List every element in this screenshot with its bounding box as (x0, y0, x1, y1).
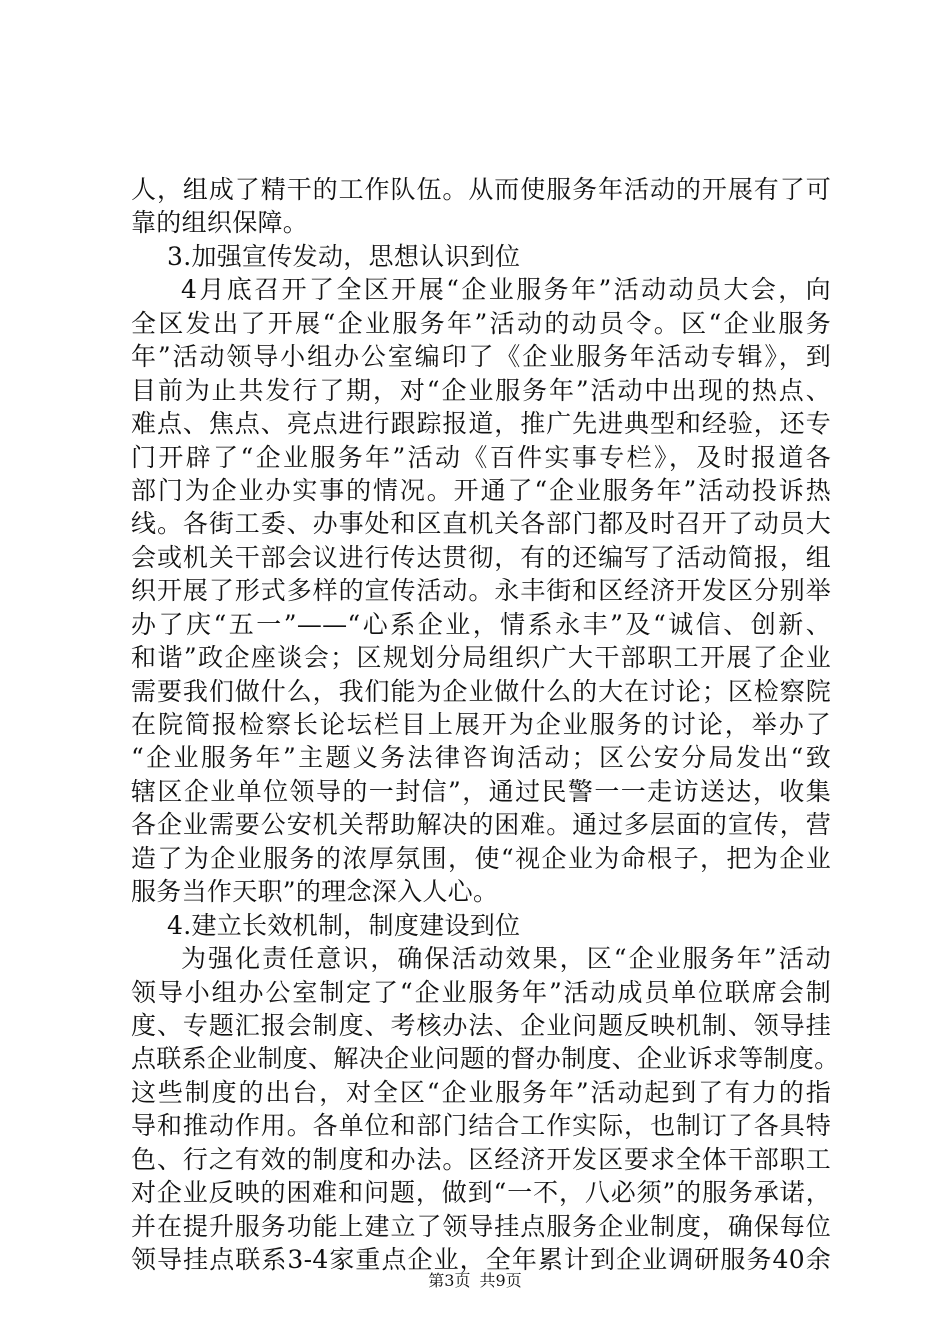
body-line: 度、专题汇报会制度、考核办法、企业问题反映机制、领导挂 (131, 1010, 831, 1040)
page-total: 共9页 (479, 1271, 522, 1290)
body-line: 人，组成了精干的工作队伍。从而使服务年活动的开展有了可 (131, 175, 831, 204)
body-line: 目前为止共发行了期，对“企业服务年”活动中出现的热点、 (131, 375, 831, 405)
page-footer (0, 1271, 950, 1291)
body-line: 办了庆“五一”——“心系企业，情系永丰”及“诚信、创新、 (131, 609, 831, 639)
body-line: 线。各街工委、办事处和区直机关各部门都及时召开了动员大 (131, 509, 831, 539)
document-body (131, 173, 840, 1276)
body-line: 领导挂点联系3-4家重点企业，全年累计到企业调研服务40余 (131, 1245, 831, 1274)
body-line: 为强化责任意识，确保活动效果，区“企业服务年”活动 (181, 944, 831, 974)
body-line: “企业服务年”主题义务法律咨询活动；区公安分局发出“致 (131, 743, 831, 773)
body-line: 会或机关干部会议进行传达贯彻，有的还编写了活动简报，组 (131, 542, 831, 572)
body-line: 服务当作天职”的理念深入人心。 (131, 877, 499, 907)
body-line: 各企业需要公安机关帮助解决的困难。通过多层面的宣传，营 (131, 810, 831, 840)
body-line: 在院简报检察长论坛栏目上展开为企业服务的讨论，举办了 (131, 710, 831, 739)
body-line: 辖区企业单位领导的一封信”，通过民警一一走访送达，收集 (131, 776, 831, 806)
body-line: 部门为企业办实事的情况。开通了“企业服务年”活动投诉热 (131, 475, 831, 505)
body-line: 和谐”政企座谈会；区规划分局组织广大干部职工开展了企业 (131, 643, 831, 673)
page-number: 第3页 (428, 1271, 471, 1290)
section-heading: 4.建立长效机制，制度建设到位 (167, 910, 521, 940)
body-line: 造了为企业服务的浓厚氛围，使“视企业为命根子，把为企业 (131, 843, 831, 873)
body-line: 靠的组织保障。 (131, 208, 309, 238)
section-heading: 3.加强宣传发动，思想认识到位 (167, 241, 521, 271)
body-line: 色、行之有效的制度和办法。区经济开发区要求全体干部职工 (131, 1144, 831, 1174)
body-line: 需要我们做什么，我们能为企业做什么的大在讨论；区检察院 (131, 676, 831, 706)
body-line: 这些制度的出台，对全区“企业服务年”活动起到了有力的指 (131, 1077, 831, 1107)
body-line: 全区发出了开展“企业服务年”活动的动员令。区“企业服务 (131, 308, 831, 338)
body-line: 对企业反映的困难和问题，做到“一不，八必须”的服务承诺， (131, 1178, 831, 1208)
body-line: 年”活动领导小组办公室编印了《企业服务年活动专辑》，到 (131, 342, 831, 372)
body-line: 导和推动作用。各单位和部门结合工作实际，也制订了各具特 (131, 1111, 831, 1141)
body-line: 并在提升服务功能上建立了领导挂点服务企业制度，确保每位 (131, 1211, 831, 1241)
body-line: 4月底召开了全区开展“企业服务年”活动动员大会，向 (181, 275, 831, 305)
body-line: 难点、焦点、亮点进行跟踪报道，推广先进典型和经验，还专 (131, 409, 831, 439)
body-line: 领导小组办公室制定了“企业服务年”活动成员单位联席会制 (131, 977, 831, 1007)
body-line: 门开辟了“企业服务年”活动《百件实事专栏》，及时报道各 (131, 442, 831, 472)
body-line: 织开展了形式多样的宣传活动。永丰街和区经济开发区分别举 (131, 576, 831, 606)
body-line: 点联系企业制度、解决企业问题的督办制度、企业诉求等制度。 (131, 1044, 840, 1074)
